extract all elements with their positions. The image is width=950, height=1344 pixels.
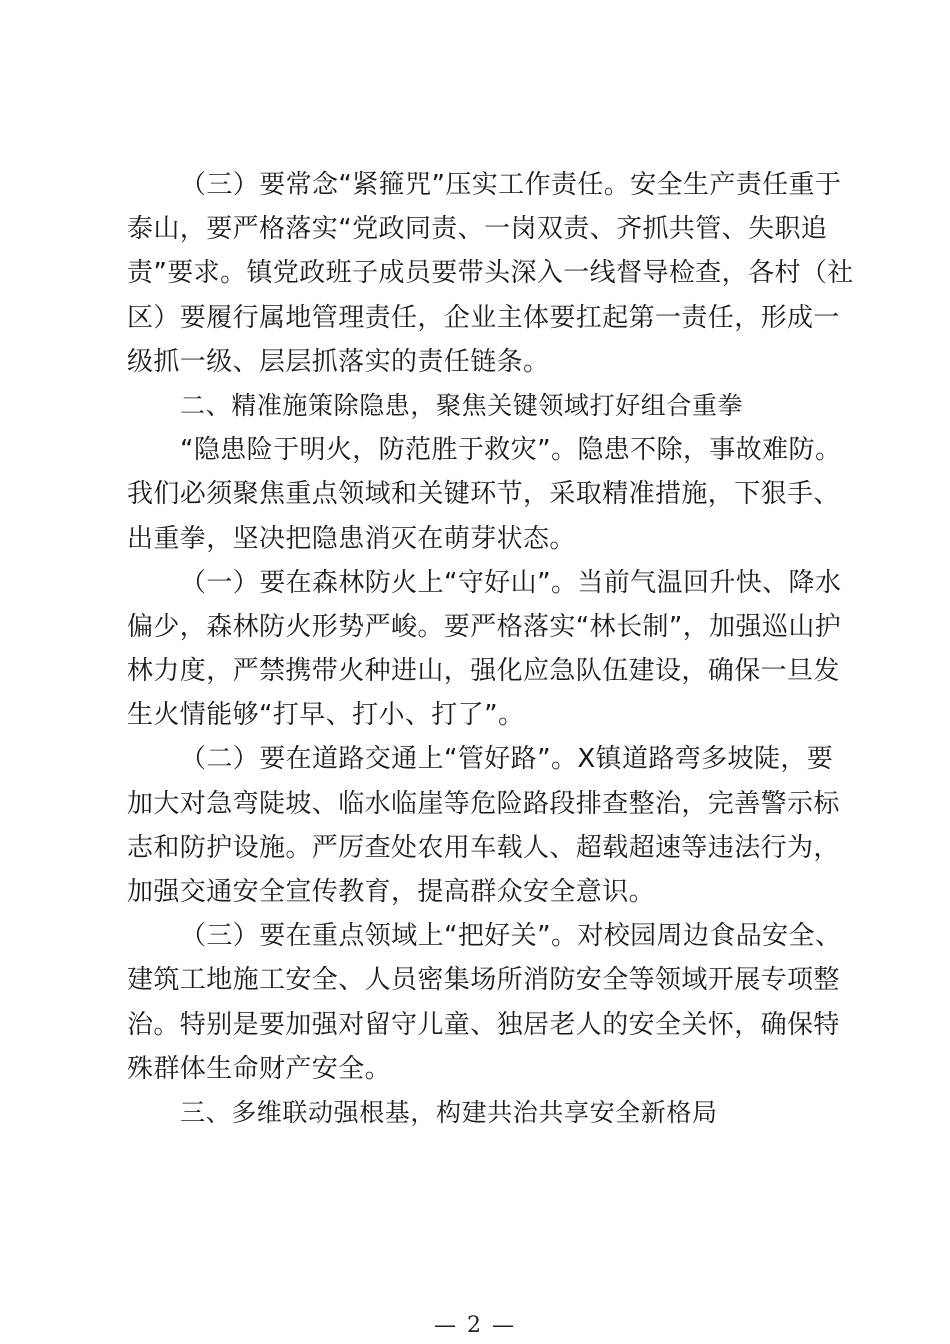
- paragraph-line: 责”要求。镇党政班子成员要带头深入一线督导检查，各村（社: [127, 258, 854, 289]
- paragraph-line: 泰山，要严格落实“党政同责、一岗双责、齐抓共管、失职追: [127, 214, 828, 245]
- paragraph-line: 加大对急弯陡坡、临水临崖等危险路段排查整治，完善警示标: [127, 788, 840, 819]
- paragraph-line: 偏少，森林防火形势严峻。要严格落实“林长制”，加强巡山护: [127, 611, 842, 642]
- document-body: [127, 163, 854, 1135]
- paragraph-line: 建筑工地施工安全、人员密集场所消防安全等领域开展专项整: [127, 965, 840, 996]
- paragraph-line: 加强交通安全宣传教育，提高群众安全意识。: [127, 877, 656, 907]
- paragraph-line: 我们必须聚焦重点领域和关键环节，采取精准措施，下狠手、: [127, 479, 840, 510]
- paragraph-line: （二）要在道路交通上“管好路”。X镇道路弯多坡陡，要: [180, 744, 834, 775]
- paragraph-line: “隐患险于明火，防范胜于救灾”。隐患不除，事故难防。: [180, 435, 842, 466]
- paragraph-line: 级抓一级、层层抓落实的责任链条。: [127, 346, 550, 377]
- section-heading: 二、精准施策除隐患，聚焦关键领域打好组合重拳: [180, 390, 744, 420]
- paragraph-line: （一）要在森林防火上“守好山”。当前气温回升快、降水: [180, 567, 842, 598]
- paragraph-line: 志和防护设施。严厉查处农用车载人、超载超速等违法行为，: [127, 832, 840, 863]
- page-number: — 2 —: [434, 1313, 516, 1338]
- paragraph-line: 区）要履行属地管理责任，企业主体要扛起第一责任，形成一: [127, 302, 840, 333]
- section-heading: 三、多维联动强根基，构建共治共享安全新格局: [180, 1097, 718, 1127]
- paragraph-line: 生火情能够“打早、打小、打了”。: [127, 700, 525, 731]
- paragraph-line: 治。特别是要加强对留守儿童、独居老人的安全关怀，确保特: [127, 1009, 840, 1040]
- paragraph-line: （三）要常念“紧箍咒”压实工作责任。安全生产责任重于: [180, 170, 842, 200]
- paragraph-line: 林力度，严禁携带火种进山，强化应急队伍建设，确保一旦发: [127, 656, 840, 687]
- paragraph-line: 殊群体生命财产安全。: [127, 1053, 392, 1084]
- paragraph-line: 出重拳，坚决把隐患消灭在萌芽状态。: [127, 523, 576, 554]
- paragraph-line: （三）要在重点领域上“把好关”。对校园周边食品安全、: [180, 921, 842, 952]
